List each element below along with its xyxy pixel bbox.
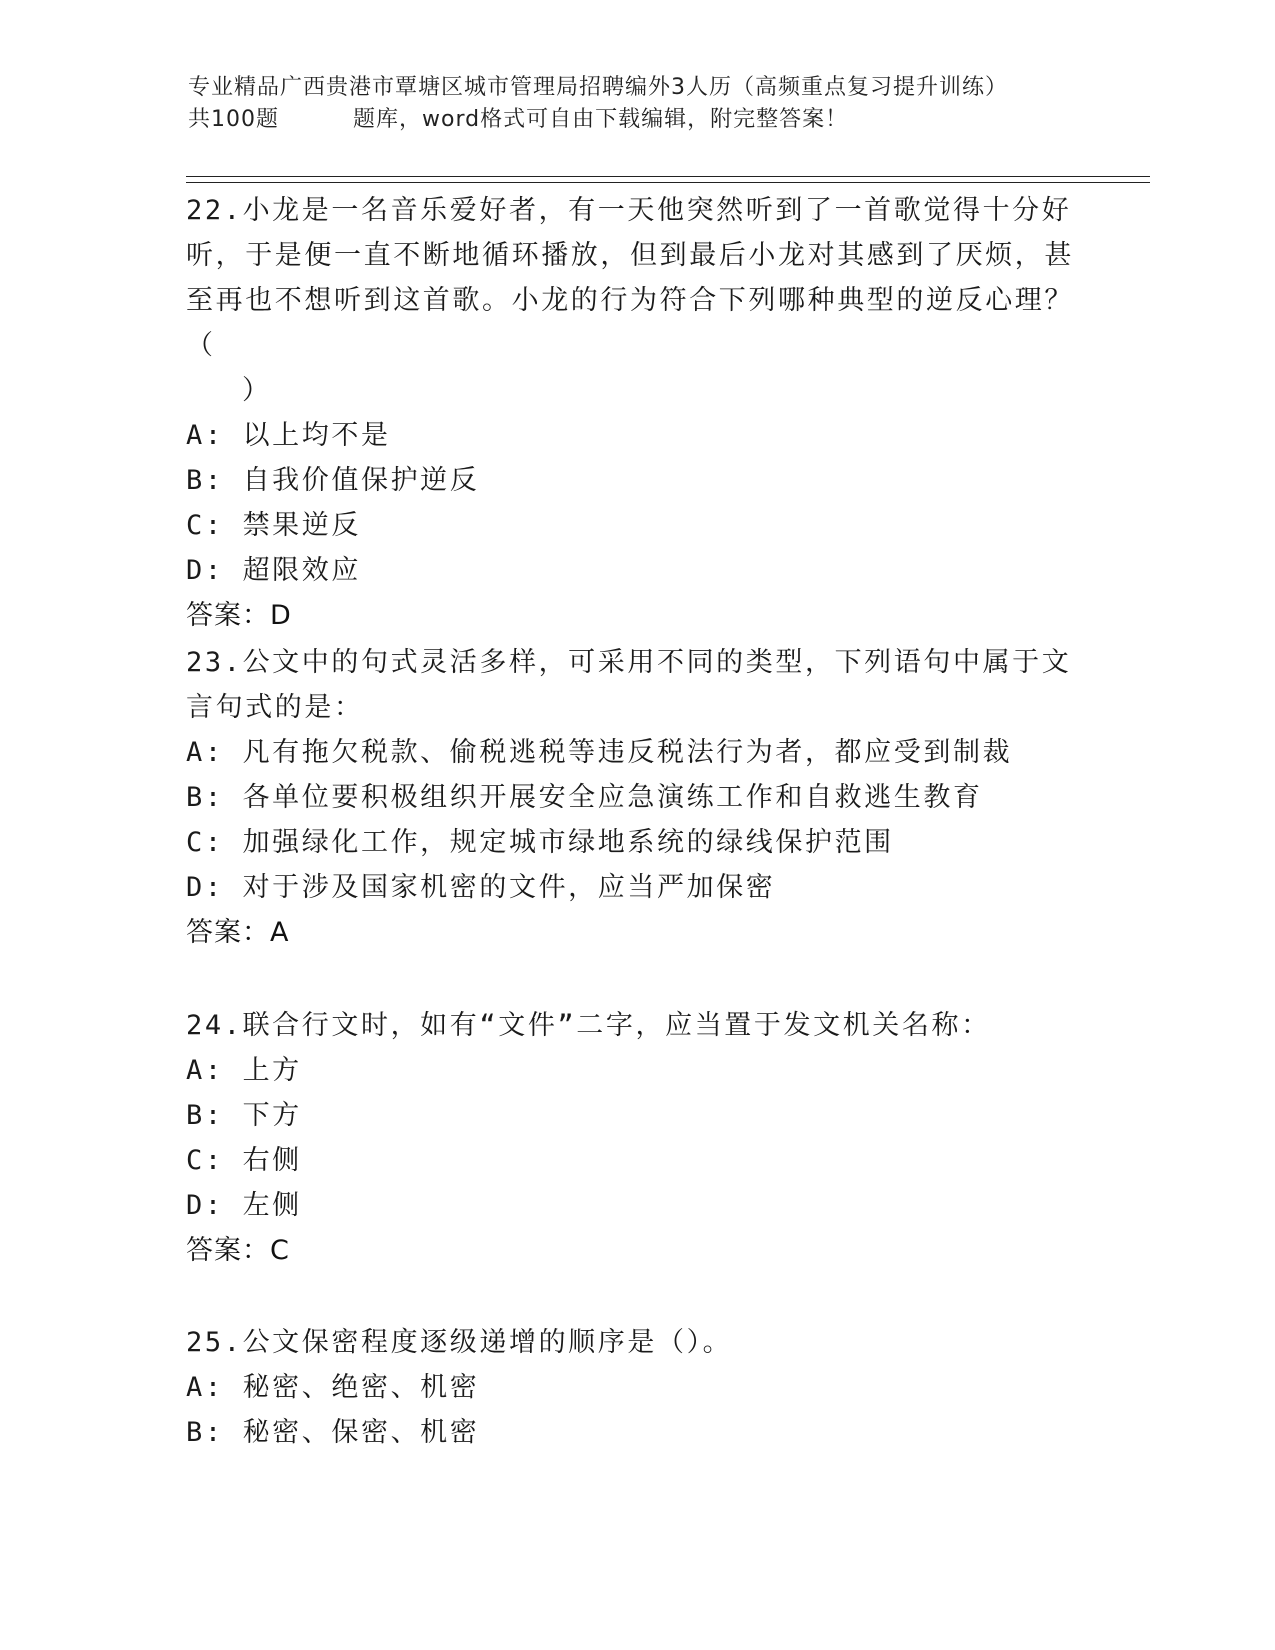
option-c: C: 右侧	[186, 1145, 302, 1176]
question-text	[186, 1320, 1086, 1365]
header-divider-bottom	[186, 182, 1150, 183]
question-number: 22.	[186, 195, 243, 226]
question-22	[186, 188, 1086, 638]
question-body: 公文保密程度逐级递增的顺序是（）。	[242, 1327, 733, 1358]
option-a: A: 上方	[186, 1055, 302, 1086]
header-question-count: 共100题	[188, 107, 279, 132]
answer-line: 答案：C	[186, 1235, 290, 1266]
option-a: A: 以上均不是	[186, 420, 391, 451]
question-number: 23.	[186, 647, 243, 678]
question-body: 联合行文时，如有“文件”二字，应当置于发文机关名称：	[242, 1010, 991, 1041]
option-b: B: 秘密、保密、机密	[186, 1417, 480, 1448]
option-a: A: 秘密、绝密、机密	[186, 1372, 480, 1403]
header-title-line1: 专业精品广西贵港市覃塘区城市管理局招聘编外3人历（高频重点复习提升训练）	[188, 75, 1008, 100]
option-c: C: 禁果逆反	[186, 510, 361, 541]
question-text	[186, 188, 1086, 413]
option-d: D: 左侧	[186, 1190, 302, 1221]
question-blank-close: ）	[242, 375, 272, 406]
option-a: A: 凡有拖欠税款、偷税逃税等违反税法行为者，都应受到制裁	[186, 737, 1013, 768]
option-b: B: 自我价值保护逆反	[186, 465, 480, 496]
document-header	[188, 72, 1088, 136]
answer-line: 答案：D	[186, 600, 292, 631]
question-text	[186, 1003, 1086, 1048]
question-number: 24.	[186, 1010, 243, 1041]
option-d: D: 超限效应	[186, 555, 361, 586]
answer-line: 答案：A	[186, 917, 290, 948]
option-c: C: 加强绿化工作，规定城市绿地系统的绿线保护范围	[186, 827, 894, 858]
option-b: B: 各单位要积极组织开展安全应急演练工作和自救逃生教育	[186, 782, 983, 813]
option-b: B: 下方	[186, 1100, 302, 1131]
header-divider-top	[186, 176, 1150, 177]
header-title-line2	[188, 104, 1088, 136]
question-body: 公文中的句式灵活多样，可采用不同的类型，下列语句中属于文言句式的是：	[186, 647, 1072, 723]
option-d: D: 对于涉及国家机密的文件，应当严加保密	[186, 872, 776, 903]
question-body: 小龙是一名音乐爱好者，有一天他突然听到了一首歌觉得十分好听，于是便一直不断地循环播放，但到最后小龙对其感到了厌烦，甚至再也不想听到这首歌。小龙的行为符合下列哪种典型的逆反心理？（	[186, 195, 1074, 361]
question-25	[186, 1320, 1086, 1455]
question-24	[186, 1003, 1086, 1273]
question-number: 25.	[186, 1327, 243, 1358]
question-23	[186, 640, 1086, 955]
question-text	[186, 640, 1086, 730]
header-description: 题库，word格式可自由下载编辑，附完整答案！	[353, 107, 849, 132]
